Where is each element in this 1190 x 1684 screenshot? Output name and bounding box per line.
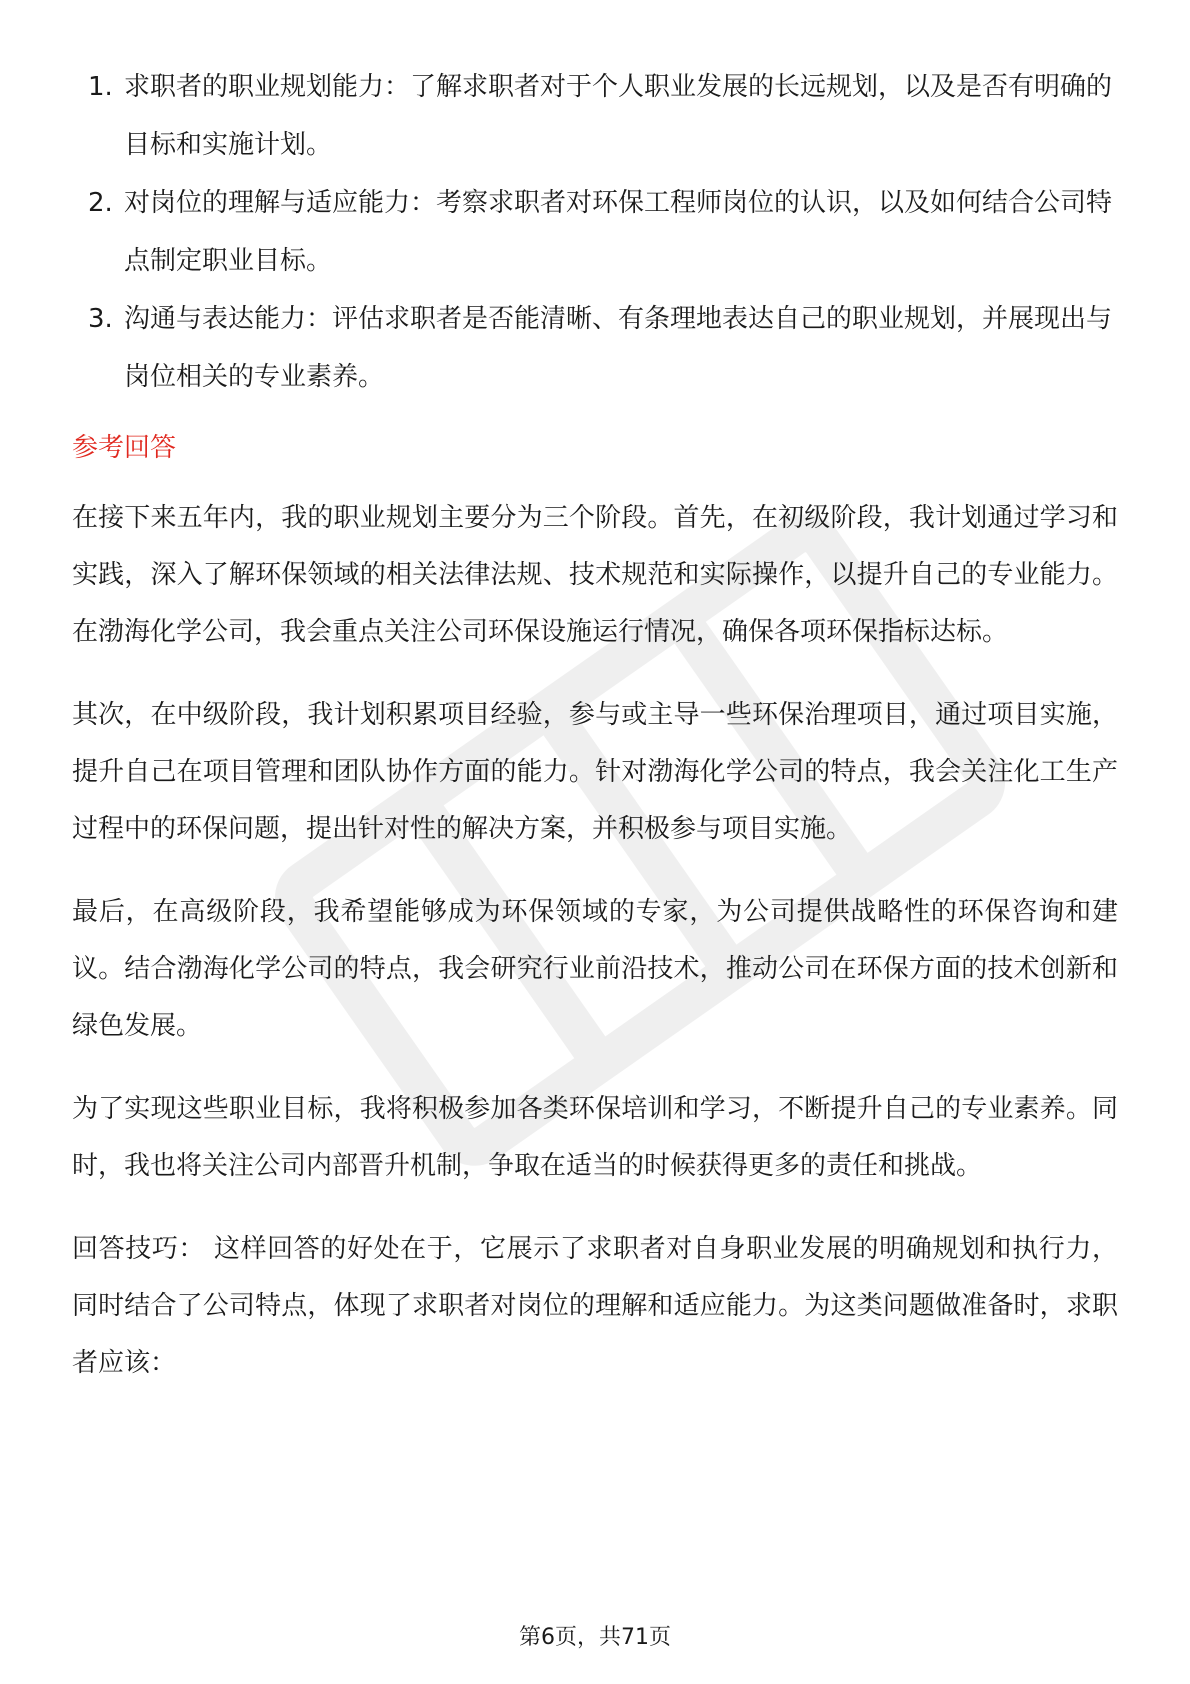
list-number: 2. bbox=[88, 188, 113, 218]
list-text: 对岗位的理解与适应能力：考察求职者对环保工程师岗位的认识，以及如何结合公司特点制定职业目标。 bbox=[124, 188, 1113, 276]
list-number: 3. bbox=[88, 304, 113, 334]
list-number: 1. bbox=[88, 72, 113, 102]
paragraph: 最后，在高级阶段，我希望能够成为环保领域的专家，为公司提供战略性的环保咨询和建议。结合渤海化学公司的特点，我会研究行业前沿技术，推动公司在环保方面的技术创新和绿色发展。 bbox=[72, 897, 1118, 1041]
page-number-footer: 第6页，共71页 bbox=[519, 1625, 671, 1650]
evaluation-criteria-list bbox=[72, 58, 1118, 406]
list-item bbox=[72, 58, 1118, 174]
paragraph: 回答技巧： 这样回答的好处在于，它展示了求职者对自身职业发展的明确规划和执行力，同时结合了公司特点，体现了求职者对岗位的理解和适应能力。为这类问题做准备时，求职者应该： bbox=[72, 1234, 1118, 1378]
list-text: 沟通与表达能力：评估求职者是否能清晰、有条理地表达自己的职业规划，并展现出与岗位相关的专业素养。 bbox=[124, 304, 1113, 392]
list-item bbox=[72, 290, 1118, 406]
list-item bbox=[72, 174, 1118, 290]
document-body bbox=[72, 58, 1118, 1418]
paragraph: 在接下来五年内，我的职业规划主要分为三个阶段。首先，在初级阶段，我计划通过学习和实践，深入了解环保领域的相关法律法规、技术规范和实际操作，以提升自己的专业能力。在渤海化学公司，我会重点关注公司环保设施运行情况，确保各项环保指标达标。 bbox=[72, 503, 1118, 647]
paragraph: 其次，在中级阶段，我计划积累项目经验，参与或主导一些环保治理项目，通过项目实施，提升自己在项目管理和团队协作方面的能力。针对渤海化学公司的特点，我会关注化工生产过程中的环保问题，提出针对性的解决方案，并积极参与项目实施。 bbox=[72, 700, 1118, 844]
reference-answer-heading: 参考回答 bbox=[72, 433, 177, 463]
paragraph: 为了实现这些职业目标，我将积极参加各类环保培训和学习，不断提升自己的专业素养。同时，我也将关注公司内部晋升机制，争取在适当的时候获得更多的责任和挑战。 bbox=[72, 1094, 1118, 1181]
list-text: 求职者的职业规划能力：了解求职者对于个人职业发展的长远规划，以及是否有明确的目标和实施计划。 bbox=[124, 72, 1113, 160]
